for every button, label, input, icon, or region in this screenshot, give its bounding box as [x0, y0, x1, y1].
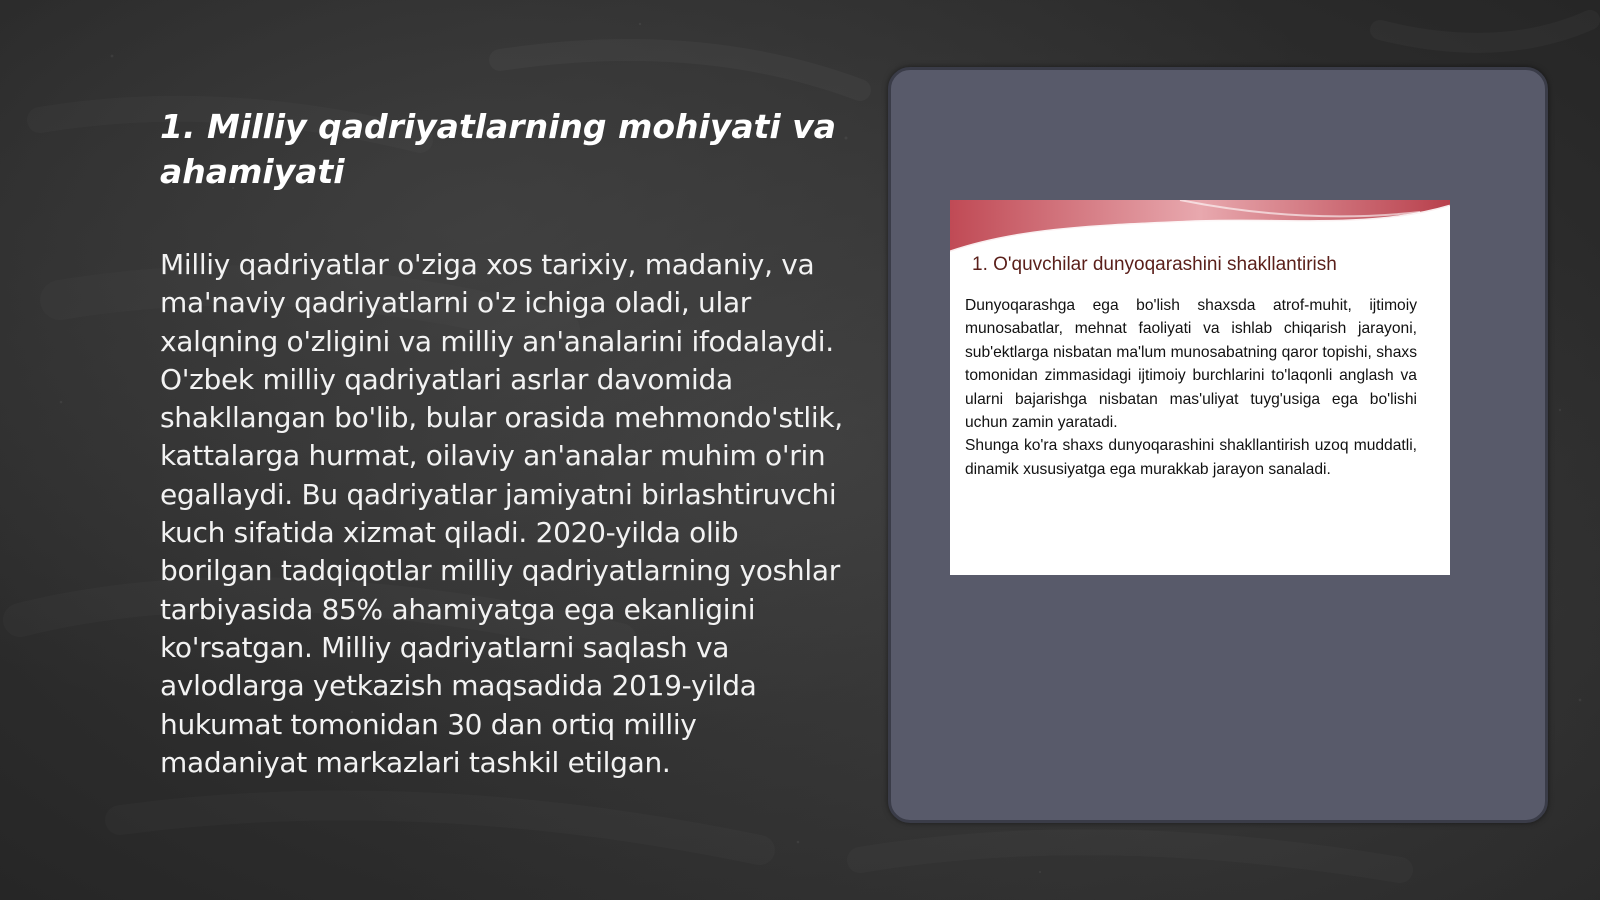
embedded-slide-title: 1. O'quvchilar dunyoqarashini shakllantirish [972, 254, 1337, 275]
slide-title: 1. Milliy qadriyatlarning mohiyati va ahamiyati [160, 107, 836, 191]
wave-decoration [950, 200, 1450, 260]
embedded-paragraph: Shunga ko'ra shaxs dunyoqarashini shakllantirish uzoq muddatli, dinamik xususiyatga ega murakkab jarayon sanaladi. [965, 437, 1417, 478]
embedded-slide-image [950, 200, 1450, 575]
body-paragraph: Milliy qadriyatlar o'ziga xos tarixiy, madaniy, va ma'naviy qadriyatlarni o'z ichiga oladi, ular xalqning o'zligini va milliy an'analarini ifodalaydi. O'zbek milliy qadriyatlari asrlar davomida shakllangan bo'lib, bular orasida mehmondo'stlik, kattalarga hurmat, oilaviy an'analar muhim o'rin egallaydi. Bu qadriyatlar jamiyatni birlashtiruvchi kuch sifatida xizmat qiladi. 2020-yilda olib borilgan tadqiqotlar milliy qadriyatlarning yoshlar tarbiyasida 85% ahamiyatga ega ekanligini ko'rsatgan. Milliy qadriyatlarni saqlash va avlodlarga yetkazish maqsadida 2019-yilda hukumat tomonidan 30 dan ortiq milliy madaniyat markazlari tashkil etilgan. [160, 248, 843, 779]
embedded-paragraph: Dunyoqarashga ega bo'lish shaxsda atrof-muhit, ijtimoiy munosabatlar, mehnat faoliyati va ishlab chiqarish jarayoni, sub'ektlarga nisbatan ma'lum munosabatning qaror topishi, shaxs tomonidan zimmasidagi ijtimoiy burchlarini to'laqonli anglash va ularni bajarishga nisbatan mas'uliyat tuyg'usiga ega bo'lishi uchun zamin yaratadi. [965, 297, 1417, 432]
embedded-slide-body [965, 294, 1417, 481]
